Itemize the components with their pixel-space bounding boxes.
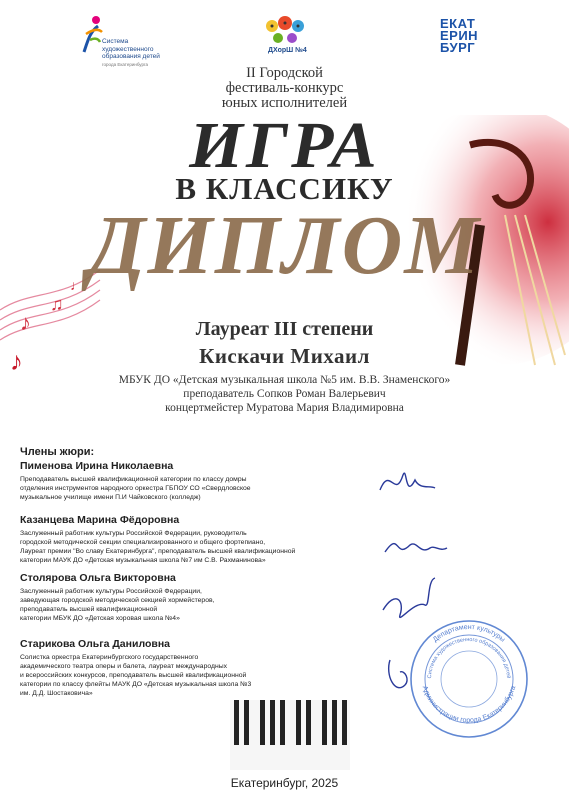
laureate-degree: Лауреат III степени: [195, 318, 374, 340]
jury-member: [20, 514, 400, 565]
school-info: [0, 373, 569, 415]
education-system-logo: [80, 14, 190, 67]
title-diploma: ДИПЛОМ: [87, 199, 482, 292]
desc-line: Заслуженный работник культуры Российской Федерации, руководитель: [20, 530, 247, 537]
piano-keys-decoration: [230, 700, 350, 770]
ekb-logo-line-1: ЕКАТ: [440, 16, 476, 31]
desc-line: и всероссийских конкурсов, преподаватель высшей квалификационной: [20, 672, 247, 679]
title-classic: В КЛАССИКУ: [175, 171, 394, 206]
jury-member-name: Столярова Ольга Викторовна: [20, 572, 176, 584]
svg-text:♪: ♪: [20, 310, 31, 335]
jury-member: [20, 460, 400, 502]
accompanist-name: концертмейстер Муратова Мария Владимировна: [165, 402, 404, 414]
title-game: ИГРА: [189, 109, 380, 182]
svg-text:♫: ♫: [50, 294, 64, 314]
signature-1: [380, 473, 435, 490]
choir-school-logo: [262, 14, 308, 60]
official-stamp: [408, 618, 530, 740]
jury-member-name: Пименова Ирина Николаевна: [20, 460, 174, 472]
desc-line: Солистка оркестра Екатеринбургского государственного: [20, 654, 199, 661]
logo-subtext: города Екатеринбурга: [102, 61, 149, 67]
jury-heading: Члены жюри:: [20, 446, 95, 458]
desc-line: категории МБУК ДО «Детская хоровая школа №4»: [20, 615, 180, 622]
desc-line: категории по классу флейты МАУК ДО «Детская музыкальная школа №3: [20, 681, 252, 688]
jury-member-description: [20, 529, 400, 565]
jury-member: [20, 638, 400, 698]
svg-text:Администрации города Екатеринб: [421, 685, 518, 724]
desc-line: преподаватель высшей квалификационной: [20, 606, 158, 613]
svg-text:♩: ♩: [70, 279, 84, 294]
stamp-bottom-text: Администрации города Екатеринбурга: [420, 685, 518, 725]
desc-line: им. Д.Д. Шостаковича»: [20, 690, 93, 697]
signature-3: [383, 578, 435, 617]
festival-line-3: юных исполнителей: [221, 95, 348, 111]
desc-line: категории МАУК ДО «Детская музыкальная школа №7 им С.В. Рахманинова»: [20, 557, 266, 564]
festival-line-1: II Городской: [246, 65, 323, 81]
ekb-logo-line-3: БУРГ: [440, 40, 476, 55]
logo-text-3: образования детей: [102, 53, 160, 60]
desc-line: Преподаватель высшей квалификационной категории по классу домры: [20, 476, 247, 483]
desc-line: заведующая городской методической секцией хормейстеров,: [20, 597, 215, 604]
stamp-ring-text: Система художественного образования детей: [426, 636, 512, 679]
festival-name: [0, 66, 569, 111]
desc-line: Заслуженный работник культуры Российской Федерации,: [20, 588, 202, 595]
winner-name: Кискачи Михаил: [199, 344, 370, 368]
jury-member-name: Казанцева Марина Фёдоровна: [20, 514, 180, 526]
jury-member-name: Старикова Ольга Даниловна: [20, 638, 171, 650]
choir-school-caption: ДХорШ №4: [268, 47, 307, 54]
jury-member-description: [20, 653, 400, 698]
logo-text-1: Система: [102, 38, 129, 45]
city-year: Екатеринбург, 2025: [230, 776, 339, 790]
ekb-logo-line-2: ЕРИН: [440, 28, 479, 43]
jury-member-description: [20, 587, 400, 623]
jury-member-description: [20, 475, 400, 502]
jury-member: [20, 572, 400, 623]
stamp-top-text: Департамент культуры: [431, 623, 507, 644]
signature-4: [389, 660, 407, 688]
desc-line: академического театра оперы и балета, лауреат международных: [20, 663, 227, 670]
logo-text-2: художественного: [102, 45, 154, 53]
svg-text:Система художественного образо: [427, 637, 512, 679]
svg-text:♪: ♪: [10, 347, 23, 376]
teacher-name: преподаватель Сопков Роман Валерьевич: [183, 388, 386, 400]
signature-2: [385, 544, 447, 552]
desc-line: городской методической секции специализированного и общего фортепиано,: [20, 539, 266, 546]
desc-line: музыкальное училище имени П.И Чайковского (колледж): [20, 494, 201, 501]
children-choir-icon: [262, 14, 308, 46]
dancer-icon: [80, 14, 104, 54]
desc-line: Лауреат премии "Во славу Екатеринбурга", преподаватель высшей квалификационной: [20, 548, 296, 555]
jury-section: [20, 446, 400, 697]
festival-line-2: фестиваль-конкурс: [225, 80, 344, 96]
ekaterinburg-logo: [440, 18, 478, 54]
school-name: МБУК ДО «Детская музыкальная школа №5 им. В.В. Знаменского»: [118, 374, 451, 386]
desc-line: отделения инструментов народного оркестра ГБПОУ СО «Свердловское: [20, 485, 251, 492]
